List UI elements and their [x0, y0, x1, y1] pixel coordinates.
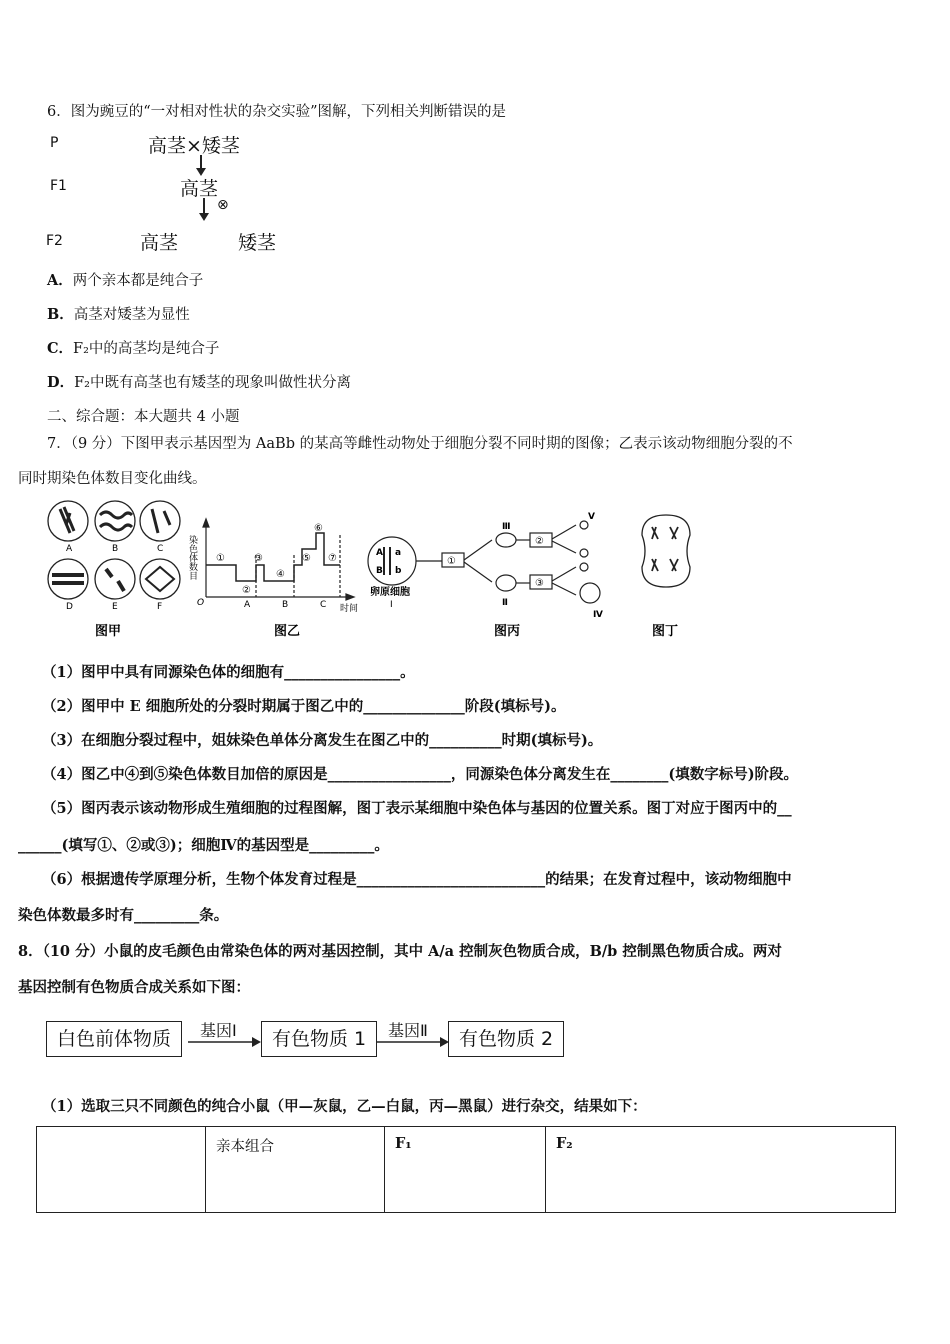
yi-stage-a: A	[244, 600, 251, 610]
cell-label-c: C	[157, 544, 164, 554]
gene-a-lower: a	[395, 548, 402, 558]
q7-sub-2: （2）图甲中 E 细胞所处的分裂时期属于图乙中的______________阶段(填标号)。	[42, 698, 566, 715]
q7-figures	[40, 495, 720, 645]
selfing-symbol: ⊗	[217, 197, 229, 213]
oogonium-label: 卵原细胞	[370, 587, 410, 598]
jia-caption: 图甲	[95, 624, 122, 639]
q6-stem: 6．图为豌豆的“一对相对性状的杂交实验”图解，下列相关判断错误的是	[47, 104, 507, 120]
bing-caption: 图丙	[494, 624, 521, 639]
cell-d	[48, 559, 88, 599]
table-header-f1: F₁	[385, 1127, 546, 1213]
roman-5: Ⅴ	[588, 512, 595, 522]
figure-ding	[642, 515, 690, 587]
q7-sub-6b: 染色体数最多时有_________条。	[18, 907, 229, 924]
oogonium-cell	[368, 537, 416, 585]
yi-segment-3: ③	[254, 553, 263, 564]
q7-sub-4: （4）图乙中④到⑤染色体数目加倍的原因是_________________，同源染色体分离发生在________(填数字标号)阶段。	[42, 766, 799, 783]
table-header-f2: F₂	[546, 1127, 896, 1213]
q7-stem-line2: 同时期染色体数目变化曲线。	[18, 471, 207, 487]
gene-a-upper: A	[376, 548, 383, 558]
q6-option-c: C．F₂中的高茎均是纯合子	[47, 340, 220, 357]
q7-stem-line1: 7．（9 分）下图甲表示基因型为 AaBb 的某高等雌性动物处于细胞分裂不同时期的图像；乙表示该动物细胞分裂的不	[47, 436, 793, 452]
flow-box-white-precursor: 白色前体物质	[46, 1021, 182, 1057]
roman-3: Ⅲ	[502, 522, 511, 532]
gene-b-upper: B	[376, 566, 383, 576]
f2-label: F2	[46, 233, 63, 249]
roman-2: Ⅱ	[502, 598, 508, 608]
cell-b	[95, 501, 135, 541]
cell-label-b: B	[112, 544, 119, 554]
f1-text: 高茎	[180, 178, 219, 200]
q8-stem-line1: 8．（10 分）小鼠的皮毛颜色由常染色体的两对基因控制，其中 A/a 控制灰色物质合成，B/b 控制黑色物质合成。两对	[18, 943, 782, 960]
yi-segment-6: ⑥	[314, 523, 323, 534]
q7-sub-1: （1）图甲中具有同源染色体的细胞有________________。	[42, 664, 415, 681]
arrow-down-icon	[197, 198, 211, 222]
arrow-right-icon	[188, 1036, 262, 1048]
q6-option-a: A．两个亲本都是纯合子	[47, 272, 204, 289]
arrow-right-icon	[376, 1036, 450, 1048]
f2-right-text: 矮茎	[238, 232, 277, 254]
q7-sub-5a: （5）图丙表示该动物形成生殖细胞的过程图解，图丁表示某细胞中染色体与基因的位置关系。图丁对应于图丙中的__	[42, 800, 792, 817]
cell-label-f: F	[157, 602, 163, 612]
yi-origin: O	[197, 598, 205, 608]
cell-label-a: A	[66, 544, 73, 554]
section-heading: 二、综合题：本大题共 4 小题	[47, 409, 240, 425]
flow-arrow-gene1-label: 基因Ⅰ	[200, 1021, 237, 1040]
roman-1: Ⅰ	[390, 600, 393, 610]
cell-c	[140, 501, 180, 541]
q8-stem-line2: 基因控制有色物质合成关系如下图：	[18, 979, 250, 996]
table-header-parents: 亲本组合	[206, 1127, 385, 1213]
yi-caption: 图乙	[274, 624, 301, 639]
table-cell-blank	[37, 1127, 206, 1213]
p-cross-text: 高茎×矮茎	[148, 135, 240, 157]
bing-step-1: ①	[447, 556, 456, 567]
f1-label: F1	[50, 178, 67, 194]
roman-4: Ⅳ	[593, 610, 603, 620]
yi-segment-4: ④	[276, 569, 285, 580]
yi-y-axis-label: 染色体数目	[187, 535, 197, 580]
yi-segment-7: ⑦	[328, 553, 337, 564]
q8-sub-1: （1）选取三只不同颜色的纯合小鼠（甲—灰鼠，乙—白鼠，丙—黑鼠）进行杂交，结果如下：	[42, 1098, 647, 1115]
table-row	[37, 1127, 896, 1213]
yi-segment-2: ②	[242, 585, 251, 596]
q7-sub-5b: ______(填写①、②或③)；细胞Ⅳ的基因型是_________。	[18, 837, 389, 854]
cell-label-d: D	[66, 602, 73, 612]
cell-e	[95, 559, 135, 599]
bing-step-2: ②	[535, 536, 544, 547]
yi-segment-1: ①	[216, 553, 225, 564]
yi-stage-b: B	[282, 600, 289, 610]
yi-x-axis-label: 时间	[340, 604, 359, 614]
p-label: P	[50, 135, 59, 151]
q7-sub-3: （3）在细胞分裂过程中，姐妹染色单体分离发生在图乙中的__________时期(填标号)。	[42, 732, 603, 749]
bing-step-3: ③	[535, 578, 544, 589]
q7-sub-6a: （6）根据遗传学原理分析，生物个体发育过程是__________________________的结果；在发育过程中，该动物细胞中	[42, 871, 792, 888]
gene-b-lower: b	[395, 566, 402, 576]
flow-box-colored-2: 有色物质 2	[448, 1021, 564, 1057]
yi-segment-5: ⑤	[302, 553, 311, 564]
q6-option-d: D．F₂中既有高茎也有矮茎的现象叫做性状分离	[47, 374, 351, 391]
yi-stage-c: C	[320, 600, 327, 610]
ding-caption: 图丁	[652, 624, 679, 639]
q6-option-b: B．高茎对矮茎为显性	[47, 306, 190, 323]
flow-arrow-gene2-label: 基因Ⅱ	[388, 1021, 428, 1040]
cell-label-e: E	[112, 602, 118, 612]
f2-left-text: 高茎	[140, 232, 179, 254]
flow-box-colored-1: 有色物质 1	[261, 1021, 377, 1057]
q8-result-table	[36, 1126, 896, 1213]
